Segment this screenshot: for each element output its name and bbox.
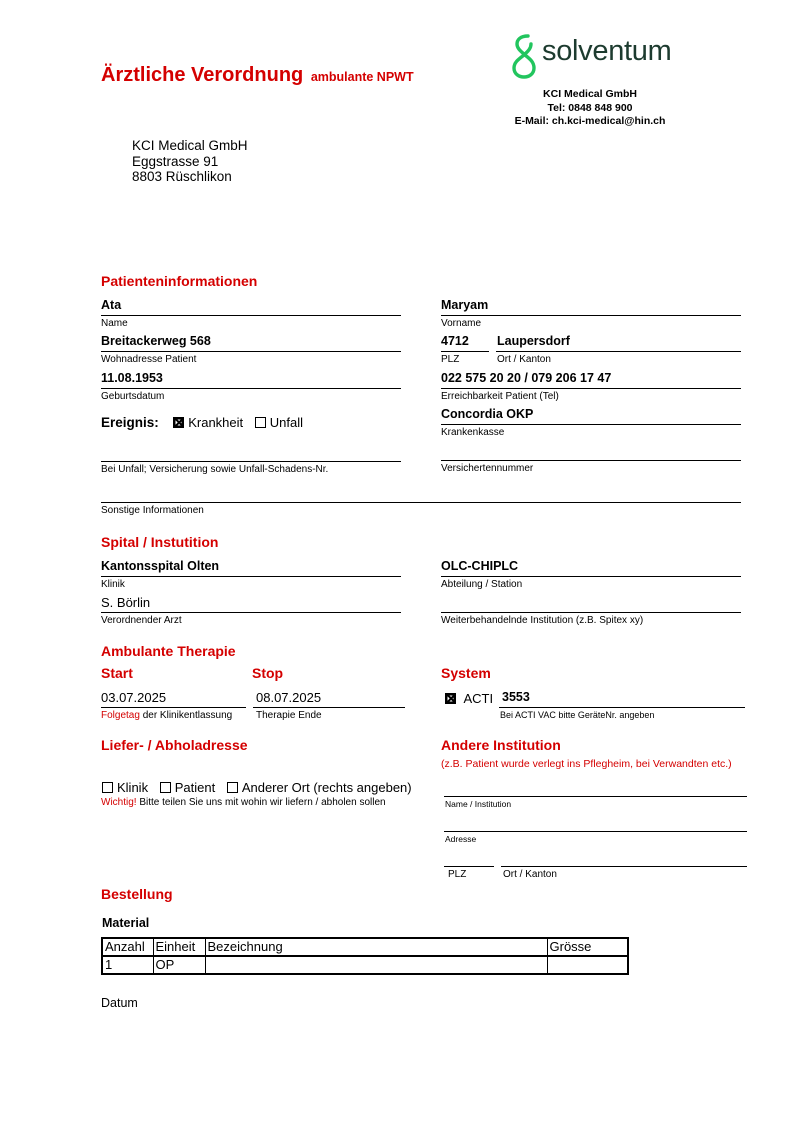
insured-number-label: Versichertennummer: [441, 463, 534, 474]
field-underline: [101, 388, 401, 389]
section-title-patient: Patienteninformationen: [101, 273, 258, 289]
section-title-hospital: Spital / Instutition: [101, 534, 219, 550]
follow-up-institution-field[interactable]: [441, 612, 741, 613]
patient-address-label: Wohnadresse Patient: [101, 354, 197, 365]
patient-phone-value[interactable]: 022 575 20 20 / 079 206 17 47: [441, 371, 612, 385]
patient-insurer-label: Krankenkasse: [441, 427, 505, 438]
field-underline: [496, 351, 741, 352]
event-label: Ereignis:: [101, 415, 159, 430]
column-header-anzahl: Anzahl: [102, 938, 153, 956]
other-institution-plz-field[interactable]: [444, 866, 494, 867]
delivery-option-label: Klinik: [117, 780, 149, 795]
delivery-option-clinic[interactable]: [102, 780, 160, 795]
system-option-label: ACTI: [463, 691, 494, 706]
patient-plz-value[interactable]: 4712: [441, 334, 469, 348]
section-title-other-institution: Andere Institution: [441, 737, 561, 753]
patient-plz-label: PLZ: [441, 354, 460, 365]
field-underline: [101, 707, 246, 708]
cell-bezeichnung[interactable]: [205, 956, 547, 974]
delivery-option-patient[interactable]: [160, 780, 227, 795]
section-title-therapy: Ambulante Therapie: [101, 643, 236, 659]
other-info-field[interactable]: [101, 502, 741, 503]
clinic-value[interactable]: Kantonsspital Olten: [101, 559, 220, 573]
patient-name-value[interactable]: Ata: [101, 298, 122, 312]
event-option-accident[interactable]: [255, 415, 311, 430]
delivery-option-label: Anderer Ort (rechts angeben): [241, 780, 412, 795]
other-info-label: Sonstige Informationen: [101, 505, 204, 516]
department-label: Abteilung / Station: [441, 579, 523, 590]
table-header-row: [102, 938, 628, 956]
other-institution-address-label: Adresse: [445, 834, 477, 844]
section-title-order: Bestellung: [101, 886, 173, 902]
date-label: Datum: [101, 996, 138, 1010]
patient-name-label: Name: [101, 318, 128, 329]
field-underline: [101, 315, 401, 316]
form-title: [101, 64, 414, 87]
field-underline: [253, 707, 405, 708]
accident-insurance-field[interactable]: [101, 461, 401, 462]
patient-firstname-label: Vorname: [441, 318, 482, 329]
cell-anzahl[interactable]: 1: [102, 956, 153, 974]
patient-city-label: Ort / Kanton: [497, 354, 551, 365]
field-underline: [499, 707, 745, 708]
cell-einheit[interactable]: OP: [153, 956, 205, 974]
delivery-option-label: Patient: [174, 780, 216, 795]
patient-birthdate-label: Geburtsdatum: [101, 391, 165, 402]
therapy-start-label-emphasis: Folgetag: [101, 710, 140, 721]
therapy-stop-label: Therapie Ende: [256, 710, 322, 721]
field-underline: [441, 424, 741, 425]
address-line: KCI Medical GmbH: [132, 138, 248, 153]
patient-phone-label: Erreichbarkeit Patient (Tel): [441, 391, 559, 402]
other-institution-name-label: Name / Institution: [445, 799, 512, 809]
therapy-start-label: [101, 710, 232, 721]
therapy-start-label-text: der Klinikentlassung: [139, 710, 233, 721]
other-institution-city-label: Ort / Kanton: [503, 869, 557, 880]
other-institution-name-field[interactable]: [444, 796, 747, 797]
logo-wordmark: solventum: [542, 35, 672, 67]
therapy-start-heading: Start: [101, 665, 133, 681]
field-underline: [441, 351, 489, 352]
patient-birthdate-value[interactable]: 11.08.1953: [101, 371, 163, 385]
other-institution-plz-label: PLZ: [448, 869, 467, 880]
doctor-value[interactable]: S. Börlin: [101, 595, 151, 610]
checkbox-icon[interactable]: [102, 782, 113, 793]
patient-firstname-value[interactable]: Maryam: [441, 298, 489, 312]
other-institution-address-field[interactable]: [444, 831, 747, 832]
company-email: E-Mail: ch.kci-medical@hin.ch: [514, 115, 666, 127]
column-header-einheit: Einheit: [153, 938, 205, 956]
field-underline: [101, 351, 401, 352]
checkbox-icon[interactable]: [160, 782, 171, 793]
system-option-acti[interactable]: [445, 690, 493, 708]
delivery-note: [101, 797, 386, 808]
delivery-note-text: Bitte teilen Sie uns mit wohin wir liefern / abholen sollen: [139, 797, 386, 808]
delivery-options: [102, 779, 420, 797]
checkbox-icon[interactable]: [255, 417, 266, 428]
company-name: KCI Medical GmbH: [543, 88, 637, 100]
section-title-delivery: Liefer- / Abholadresse: [101, 737, 248, 753]
therapy-stop-value[interactable]: 08.07.2025: [256, 690, 322, 705]
material-title: Material: [102, 916, 150, 930]
patient-insurer-value[interactable]: Concordia OKP: [441, 407, 534, 421]
patient-city-value[interactable]: Laupersdorf: [497, 334, 570, 348]
cell-groesse[interactable]: [547, 956, 628, 974]
device-number-value[interactable]: 3553: [502, 690, 530, 704]
checkbox-icon[interactable]: [227, 782, 238, 793]
material-table: [101, 937, 629, 975]
clinic-label: Klinik: [101, 579, 125, 590]
field-underline: [441, 388, 741, 389]
address-line: Eggstrasse 91: [132, 153, 219, 169]
system-heading: System: [441, 665, 491, 681]
field-underline: [101, 612, 401, 613]
other-institution-hint: (z.B. Patient wurde verlegt ins Pflegheim, bei Verwandten etc.): [441, 758, 732, 770]
form-title-main: Ärztliche Verordnung: [101, 64, 304, 86]
company-contact: [490, 88, 690, 129]
event-group: [101, 414, 311, 432]
delivery-note-emphasis: Wichtig!: [101, 797, 137, 808]
event-option-illness[interactable]: [173, 415, 255, 430]
therapy-start-value[interactable]: 03.07.2025: [101, 690, 167, 705]
checkbox-checked-icon[interactable]: [173, 417, 184, 428]
therapy-stop-heading: Stop: [252, 665, 284, 681]
solventum-logo-icon: [510, 33, 540, 79]
doctor-label: Verordnender Arzt: [101, 615, 182, 626]
address-line: 8803 Rüschlikon: [132, 169, 232, 184]
event-option-label: Krankheit: [188, 415, 244, 430]
department-value[interactable]: OLC-CHIPLC: [441, 559, 519, 573]
delivery-option-other[interactable]: [227, 780, 420, 795]
solventum-logo: [510, 33, 690, 81]
field-underline: [441, 315, 741, 316]
column-header-groesse: Grösse: [547, 938, 628, 956]
accident-insurance-label: Bei Unfall; Versicherung sowie Unfall-Schadens-Nr.: [101, 464, 329, 475]
checkbox-checked-icon[interactable]: [445, 693, 456, 704]
follow-up-institution-label: Weiterbehandelnde Institution (z.B. Spitex xy): [441, 615, 644, 626]
device-number-label: Bei ACTI VAC bitte GeräteNr. angeben: [500, 710, 655, 720]
form-subtitle: ambulante NPWT: [310, 70, 414, 84]
column-header-bezeichnung: Bezeichnung: [205, 938, 547, 956]
field-underline: [441, 576, 741, 577]
patient-address-value[interactable]: Breitackerweg 568: [101, 334, 211, 348]
insured-number-field[interactable]: [441, 460, 741, 461]
recipient-address: [132, 138, 248, 185]
field-underline: [101, 576, 401, 577]
table-row: [102, 956, 628, 974]
other-institution-city-field[interactable]: [501, 866, 747, 867]
company-phone: Tel: 0848 848 900: [547, 101, 633, 114]
event-option-label: Unfall: [269, 415, 304, 430]
